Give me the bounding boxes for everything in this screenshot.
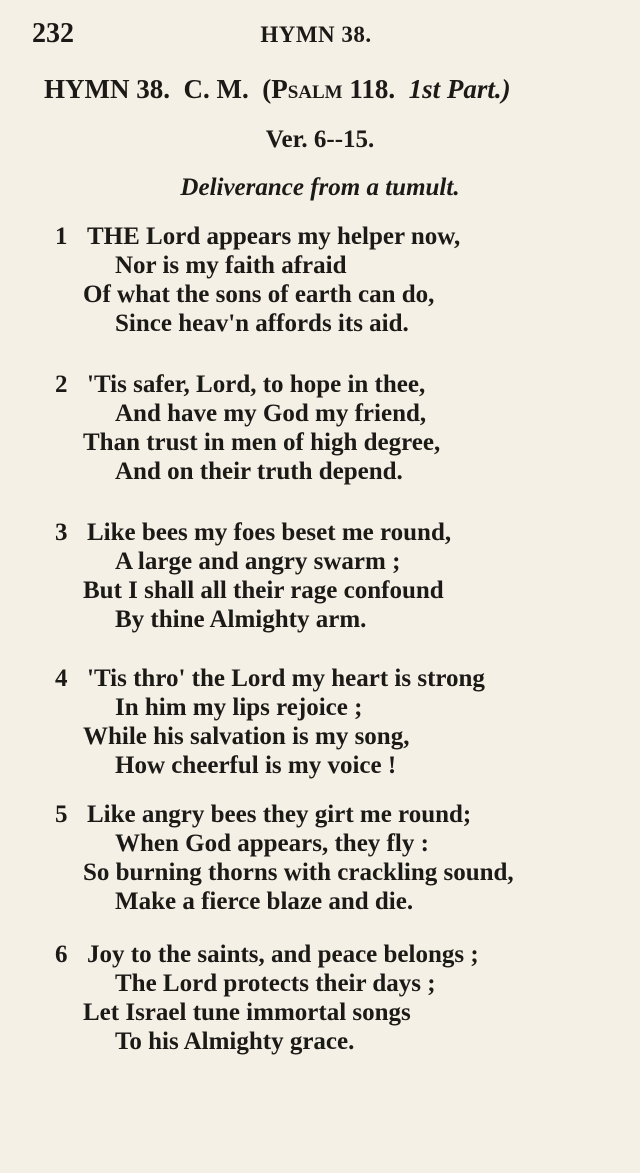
line-text: Nor is my faith afraid: [115, 252, 347, 279]
stanza-3: [55, 518, 625, 634]
line-text: How cheerful is my voice !: [115, 752, 397, 779]
stanza-line: [55, 547, 625, 576]
stanza-line: [55, 1027, 625, 1056]
line-text: Let Israel tune immortal songs: [83, 999, 411, 1026]
line-text: A large and angry swarm ;: [115, 548, 401, 575]
stanza-line: [55, 751, 625, 780]
stanza-line: [55, 722, 625, 751]
stanza-line: [55, 370, 625, 399]
stanza-line: [55, 576, 625, 605]
psalm-part: 1st Part.): [408, 74, 511, 104]
stanza-line: [55, 605, 625, 634]
stanza-line: [55, 222, 625, 251]
verses-reference: Ver. 6--15.: [265, 126, 375, 153]
psalm-reference: (Psalm 118.: [262, 74, 396, 104]
stanza-1: [55, 222, 625, 338]
line-text: So burning thorns with crackling sound,: [83, 859, 514, 886]
running-title: HYMN 38.: [260, 22, 372, 47]
line-text: Since heav'n affords its aid.: [115, 310, 409, 337]
line-text: To his Almighty grace.: [115, 1028, 355, 1055]
line-text: Make a fierce blaze and die.: [115, 888, 414, 915]
stanza-line: [55, 251, 625, 280]
line-text: Joy to the saints, and peace belongs ;: [87, 941, 479, 968]
stanza-line: [55, 309, 625, 338]
line-text: And on their truth depend.: [115, 458, 403, 485]
stanza-6: [55, 940, 625, 1056]
stanza-5: [55, 800, 625, 916]
stanza-line: [55, 969, 625, 998]
stanza-4: [55, 664, 625, 780]
running-head: [32, 18, 600, 54]
stanza-line: [55, 940, 625, 969]
line-text: Of what the sons of earth can do,: [83, 281, 435, 308]
line-text: But I shall all their rage confound: [83, 577, 444, 604]
line-text: By thine Almighty arm.: [115, 606, 367, 633]
line-text: Like bees my foes beset me round,: [87, 519, 452, 546]
line-text: While his salvation is my song,: [83, 723, 410, 750]
stanza-number: 3: [55, 519, 68, 546]
line-text: The Lord protects their days ;: [115, 970, 436, 997]
stanza-line: [55, 693, 625, 722]
stanza-line: [55, 887, 625, 916]
stanza-line: [55, 664, 625, 693]
page-number: 232: [32, 18, 74, 49]
line-text: Like angry bees they girt me round;: [87, 801, 472, 828]
stanza-number: 6: [55, 941, 68, 968]
stanza-line: [55, 457, 625, 486]
stanza-line: [55, 998, 625, 1027]
line-text: When God appears, they fly :: [115, 830, 429, 857]
stanza-2: [55, 370, 625, 486]
stanza-line: [55, 428, 625, 457]
stanza-line: [55, 280, 625, 309]
hymn-number: HYMN 38.: [44, 74, 170, 104]
line-text: THE Lord appears my helper now,: [87, 223, 461, 250]
line-text: 'Tis safer, Lord, to hope in thee,: [87, 371, 426, 398]
line-text: In him my lips rejoice ;: [115, 694, 363, 721]
stanza-number: 2: [55, 371, 68, 398]
stanza-line: [55, 800, 625, 829]
stanza-number: 4: [55, 665, 68, 692]
stanza-line: [55, 518, 625, 547]
hymn-title: [44, 74, 604, 105]
stanza-number: 1: [55, 223, 68, 250]
stanza-line: [55, 399, 625, 428]
stanza-line: [55, 858, 625, 887]
hymn-subject: Deliverance from a tumult.: [180, 174, 460, 201]
stanza-number: 5: [55, 801, 68, 828]
line-text: Than trust in men of high degree,: [83, 429, 441, 456]
hymn-meter: C. M.: [183, 74, 249, 104]
stanza-line: [55, 829, 625, 858]
line-text: 'Tis thro' the Lord my heart is strong: [87, 665, 485, 692]
line-text: And have my God my friend,: [115, 400, 427, 427]
